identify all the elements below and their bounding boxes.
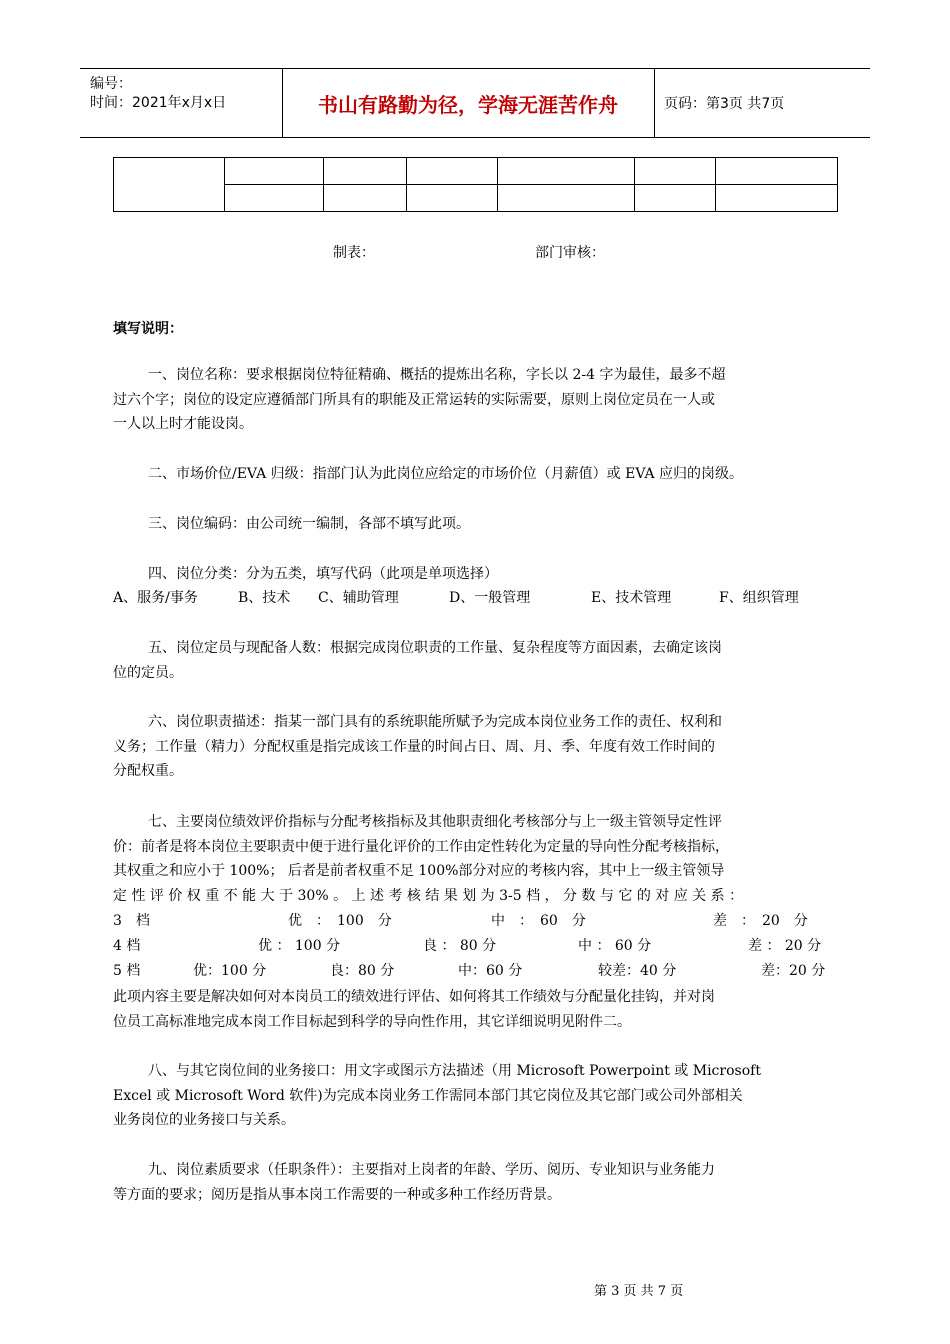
note-line: Excel 或 Microsoft Word 软件)为完成本岗业务工作需同本部门其它岗位及其它部门或公司外部相关 [113, 1087, 743, 1104]
grade-row-3 [113, 910, 838, 934]
category-item: C、辅助管理 [318, 590, 399, 606]
note-line: 四、岗位分类：分为五类，填写代码（此项是单项选择） [148, 566, 498, 582]
note-paragraph-6 [113, 710, 838, 784]
note-line: 二、市场价位/EVA 归级：指部门认为此岗位应给定的市场价位（月薪值）或 EVA 应归的岗级。 [148, 466, 744, 482]
grade-cell: 5 档 [113, 963, 141, 979]
footer-page-number: 第 3 页 共 7 页 [594, 1284, 684, 1299]
table-cell [635, 185, 716, 212]
header-meta [90, 75, 226, 113]
note-line: 五、岗位定员与现配备人数：根据完成岗位职责的工作量、复杂程度等方面因素，去确定该岗 [148, 640, 722, 656]
category-item: E、技术管理 [591, 590, 672, 606]
table-cell [324, 185, 407, 212]
table-cell [114, 158, 225, 212]
note-line: 其权重之和应小于 100%； 后者是前者权重不足 100%部分对应的考核内容，其中上一级主管领导 [113, 863, 725, 879]
header-page-code: 页码：第3页 共7页 [664, 96, 785, 112]
table-cell [324, 158, 407, 185]
category-item: B、技术 [238, 590, 291, 606]
table-cell [716, 185, 838, 212]
table-cell [407, 158, 498, 185]
page-header [80, 68, 870, 138]
grade-cell: 中：60 分 [458, 963, 523, 979]
serial-label: 编号： [90, 76, 132, 92]
grade-cell: 中 ： 60 分 [491, 913, 586, 929]
note-paragraph-2 [113, 462, 838, 487]
table-row [114, 158, 838, 185]
note-line: 一人以上时才能设岗。 [113, 416, 253, 432]
grade-cell: 差 ： 20 分 [748, 938, 822, 954]
prepared-by-label: 制表： [333, 245, 375, 261]
grade-cell: 4 档 [113, 938, 141, 954]
grade-cell: 3 档 [113, 913, 150, 929]
grade-cell: 较差：40 分 [598, 963, 677, 979]
grade-cell: 优 ： 100 分 [258, 938, 341, 954]
note-paragraph-3 [113, 512, 838, 537]
grade-cell: 优：100 分 [193, 963, 267, 979]
note-paragraph-5 [113, 636, 838, 685]
note-paragraph-7-cont [113, 985, 838, 1034]
dept-review-label: 部门审核： [535, 245, 605, 261]
table-cell [498, 185, 635, 212]
table-cell [635, 158, 716, 185]
note-line: 业务岗位的业务接口与关系。 [113, 1112, 295, 1128]
note-line: 三、岗位编码：由公司统一编制，各部不填写此项。 [148, 516, 470, 532]
note-line: 价：前者是将本岗位主要职责中便于进行量化评价的工作由定性转化为定量的导向性分配考核指标， [113, 838, 729, 855]
note-line: 七、主要岗位绩效评价指标与分配考核指标及其他职责细化考核部分与上一级主管领导定性评 [148, 814, 722, 830]
grade-cell: 优 ： 100 分 [288, 913, 392, 929]
grade-cell: 差 ： 20 分 [713, 913, 808, 929]
note-paragraph-8 [113, 1059, 838, 1133]
note-line: 六、岗位职责描述：指某一部门具有的系统职能所赋予为完成本岗位业务工作的责任、权利和 [148, 714, 722, 730]
note-line: 此项内容主要是解决如何对本岗员工的绩效进行评估、如何将其工作绩效与分配量化挂钩，并对岗 [113, 989, 715, 1005]
table-cell [225, 158, 324, 185]
note-line: 定 性 评 价 权 重 不 能 大 于 30% 。 上 述 考 核 结 果 划 为 3-5 档 ， 分 数 与 它 的 对 应 关 系 ： [113, 887, 744, 904]
grade-cell: 良：80 分 [330, 963, 395, 979]
note-line: 一、岗位名称：要求根据岗位特征精确、概括的提炼出名称，字长以 2-4 字为最佳，最多不超 [148, 367, 726, 383]
category-item: F、组织管理 [719, 590, 799, 606]
note-line: 八、与其它岗位间的业务接口：用文字或图示方法描述（用 Microsoft Powerpoint 或 Microsoft [148, 1063, 761, 1079]
grade-row-5 [113, 960, 838, 984]
grade-cell: 差：20 分 [761, 963, 826, 979]
table-cell [225, 185, 324, 212]
category-item: D、一般管理 [449, 590, 531, 606]
header-divider-right [654, 69, 655, 137]
time-label: 时间：2021年x月x日 [90, 95, 227, 111]
table-cell [716, 158, 838, 185]
note-line: 义务；工作量（精力）分配权重是指完成该工作量的时间占日、周、月、季、年度有效工作时间的 [113, 738, 715, 755]
form-table-fragment [113, 157, 838, 212]
note-line: 分配权重。 [113, 763, 183, 779]
note-line: 位员工高标准地完成本岗工作目标起到科学的导向性作用，其它详细说明见附件二。 [113, 1013, 631, 1030]
grade-cell: 中 ： 60 分 [578, 938, 652, 954]
table-cell [407, 185, 498, 212]
notes-title: 填写说明： [113, 321, 183, 337]
note-line: 九、岗位素质要求（任职条件）：主要指对上岗者的年龄、学历、阅历、专业知识与业务能力 [148, 1162, 715, 1178]
note-paragraph-9 [113, 1158, 838, 1207]
category-list [113, 587, 838, 611]
grade-cell: 良 ： 80 分 [423, 938, 497, 954]
grade-row-4 [113, 935, 838, 959]
table-cell [498, 158, 635, 185]
category-item: A、服务/事务 [113, 590, 198, 606]
note-paragraph-4 [113, 562, 838, 587]
note-paragraph-7 [113, 810, 838, 908]
note-line: 等方面的要求；阅历是指从事本岗工作需要的一种或多种工作经历背景。 [113, 1186, 561, 1203]
header-motto: 书山有路勤为径，学海无涯苦作舟 [318, 92, 618, 117]
note-line: 过六个字；岗位的设定应遵循部门所具有的职能及正常运转的实际需要，原则上岗位定员在一人或 [113, 391, 715, 408]
note-paragraph-1 [113, 363, 838, 437]
note-line: 位的定员。 [113, 664, 183, 681]
